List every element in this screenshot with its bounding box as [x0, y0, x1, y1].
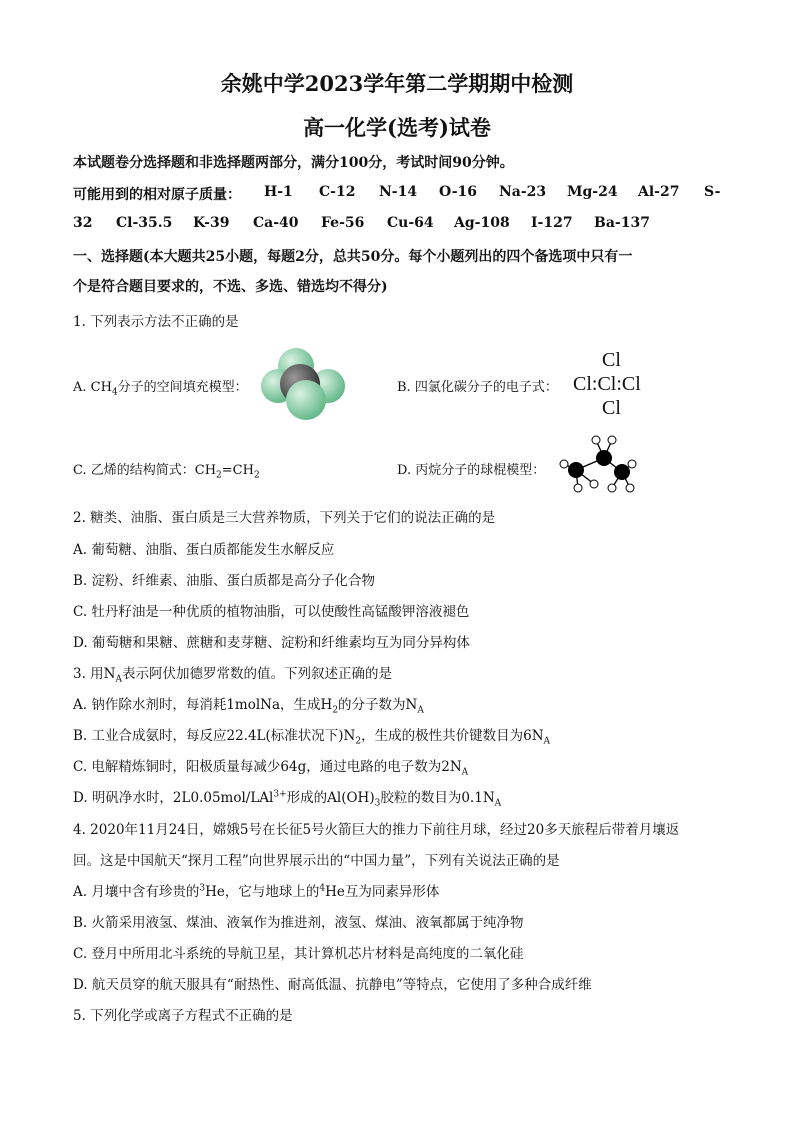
q1-option-c-subscript: 2: [216, 470, 222, 481]
q3-option-d-text: 形成的Al(OH): [286, 790, 375, 806]
atomic-mass-item: I-127: [531, 215, 573, 231]
atomic-mass-item: Fe-56: [321, 215, 365, 231]
q1-option-a-text: 分子的空间填充模型：: [117, 380, 248, 395]
q3-option-a-text: 的分子数为N: [338, 697, 418, 713]
q4-option-a-text: He互为同素异形体: [325, 884, 440, 900]
q1-option-b: B. 四氯化碳分子的电子式：: [397, 380, 558, 395]
atomic-mass-item: Cu-64: [387, 215, 434, 231]
atomic-mass-item: 32: [73, 215, 93, 231]
q3-option-d-text: 胶粒的数目为0.1N: [380, 790, 495, 806]
atomic-mass-item: Ba-137: [594, 215, 650, 231]
lewis-bottom: Cl: [602, 397, 621, 419]
q3-option-b: [73, 724, 550, 747]
exam-title: 余姚中学2023学年第二学期期中检测: [220, 71, 574, 96]
atomic-mass-item: Cl-35.5: [116, 215, 173, 231]
intro-note: 本试题卷分选择题和非选择题两部分，满分100分，考试时间90分钟。: [73, 155, 514, 171]
q2-option-b: B. 淀粉、纤维素、油脂、蛋白质都是高分子化合物: [73, 573, 376, 589]
q1-option-c-text: C. 乙烯的结构简式：CH: [73, 463, 217, 478]
q3-stem: [73, 662, 392, 685]
propane-ball-stick-model: [556, 432, 640, 496]
atomic-mass-item: K-39: [193, 215, 230, 231]
lewis-middle: Cl:Cl:Cl: [573, 373, 641, 395]
q2-option-a: A. 葡萄糖、油脂、蛋白质都能发生水解反应: [73, 542, 335, 558]
q3-option-a-text: A. 钠作除水剂时，每消耗1molNa，生成H: [73, 697, 333, 713]
q5-stem: 5. 下列化学或离子方程式不正确的是: [73, 1008, 293, 1024]
q3-option-a: [73, 693, 424, 716]
q4-option-a-superscript: 3: [199, 883, 206, 894]
q2-stem: 2. 糖类、油脂、蛋白质是三大营养物质，下列关于它们的说法正确的是: [73, 510, 496, 526]
q3-option-b-text: ，生成的极性共价键数目为6N: [361, 728, 544, 744]
q1-option-d: D. 丙烷分子的球棍模型：: [397, 463, 546, 478]
atomic-mass-item: O-16: [439, 184, 478, 200]
methane-space-filling-model: [256, 344, 352, 420]
q1-option-a-text: A. CH: [73, 380, 112, 395]
atomic-mass-item: N-14: [379, 184, 418, 200]
q4-option-a-text: He，它与地球上的: [205, 884, 320, 900]
q4-option-a-text: A. 月壤中含有珍贵的: [73, 884, 200, 900]
q1-option-a: [73, 376, 248, 398]
q3-option-c-text: C. 电解精炼铜时，阳极质量每减少64g，通过电路的电子数为2N: [73, 759, 462, 775]
q3-option-c-subscript: A: [461, 767, 469, 778]
q4-stem-line-1: 4. 2020年11月24日，嫦娥5号在长征5号火箭巨大的推力下前往月球，经过20多天旅程后带着月壤返: [73, 822, 680, 838]
q1-option-a-subscript: 4: [111, 387, 118, 398]
atomic-mass-item: Ag-108: [454, 215, 510, 231]
q4-option-c: C. 登月中所用北斗系统的导航卫星，其计算机芯片材料是高纯度的二氧化硅: [73, 946, 524, 962]
q4-option-d: D. 航天员穿的航天服具有“耐热性、耐高低温、抗静电”等特点，它使用了多种合成纤维: [73, 977, 592, 993]
section-1-heading-line-1: 一、选择题(本大题共25小题，每题2分，总共50分。每个小题列出的四个备选项中只有一: [73, 249, 633, 265]
q4-option-b: B. 火箭采用液氢、煤油、液氧作为推进剂，液氢、煤油、液氧都属于纯净物: [73, 915, 524, 931]
q3-option-a-subscript: A: [417, 705, 424, 716]
atomic-mass-label: 可能用到的相对原子质量：: [73, 187, 241, 203]
atomic-mass-item: S-: [704, 184, 721, 200]
q3-stem-text: 表示阿伏加德罗常数的值。下列叙述正确的是: [121, 666, 392, 682]
q3-stem-subscript: A: [115, 674, 122, 685]
q3-stem-text: 3. 用N: [73, 666, 116, 682]
q1-option-c-text: =CH: [221, 463, 254, 478]
exam-subtitle: 高一化学(选考)试卷: [303, 115, 491, 140]
section-1-heading-line-2: 个是符合题目要求的，不选、多选、错选均不得分): [73, 279, 388, 295]
atomic-mass-item: Al-27: [638, 184, 680, 200]
atomic-mass-item: Mg-24: [567, 184, 618, 200]
ccl4-electron-formula: [573, 350, 663, 420]
atomic-mass-item: Na-23: [499, 184, 547, 200]
lewis-top: Cl: [602, 349, 621, 371]
q1-option-c: [73, 459, 260, 481]
q3-option-d: [73, 786, 501, 809]
q3-option-b-subscript: 2: [355, 736, 362, 747]
q3-option-b-subscript: A: [543, 736, 551, 747]
q3-option-d-superscript: 3+: [273, 789, 287, 800]
q4-stem-line-2: 回。这是中国航天“探月工程”向世界展示出的“中国力量”，下列有关说法正确的是: [73, 853, 560, 869]
atomic-mass-item: H-1: [264, 184, 293, 200]
q3-option-d-subscript: A: [494, 798, 502, 809]
q1-option-c-subscript: 2: [253, 470, 260, 481]
q1-stem: 1. 下列表示方法不正确的是: [73, 314, 239, 330]
q3-option-a-subscript: 2: [332, 705, 339, 716]
q3-option-b-text: B. 工业合成氨时，每反应22.4L(标准状况下)N: [73, 728, 356, 744]
q4-option-a-superscript: 4: [319, 883, 326, 894]
q3-option-d-text: D. 明矾净水时，2L0.05mol/LAl: [73, 790, 274, 806]
atomic-mass-item: C-12: [319, 184, 356, 200]
q2-option-c: C. 牡丹籽油是一种优质的植物油脂，可以使酸性高锰酸钾溶液褪色: [73, 604, 470, 620]
atomic-mass-item: Ca-40: [253, 215, 299, 231]
q4-option-a: [73, 880, 439, 900]
q3-option-c: [73, 755, 468, 778]
q2-option-d: D. 葡萄糖和果糖、蔗糖和麦芽糖、淀粉和纤维素均互为同分异构体: [73, 635, 470, 651]
q3-option-d-subscript: 3: [374, 798, 381, 809]
